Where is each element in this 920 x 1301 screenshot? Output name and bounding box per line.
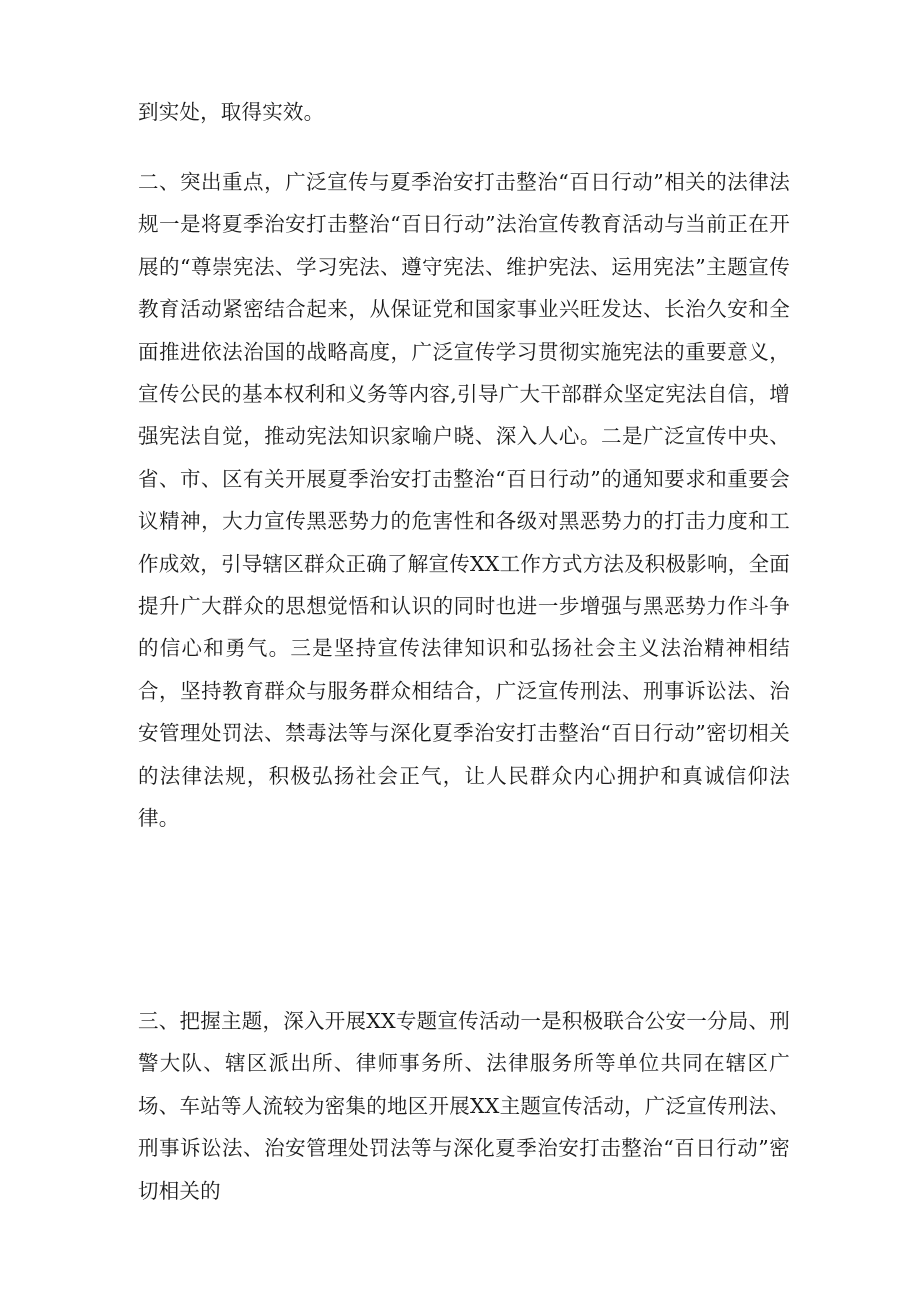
paragraph-section-three: 三、把握主题，深入开展XX专题宣传活动一是积极联合公安一分局、刑警大队、辖区派出所、律师事务所、法律服务所等单位共同在辖区广场、车站等人流较为密集的地区开展XX主题宣传活动，广泛宣传刑法、刑事诉讼法、治安管理处罚法等与深化夏季治安打击整治“百日行动”密切相关的 — [138, 1009, 790, 1203]
paragraph-continuation: 到实处，取得实效。 — [138, 100, 325, 124]
paragraph-section-two: 二、突出重点，广泛宣传与夏季治安打击整治“百日行动”相关的法律法规一是将夏季治安打击整治“百日行动”法治宣传教育活动与当前正在开展的“尊崇宪法、学习宪法、遵守宪法、维护宪法、运用宪法”主题宣传教育活动紧密结合起来，从保证党和国家事业兴旺发达、长治久安和全面推进依法治国的战略高度，广泛宣传学习贯彻实施宪法的重要意义，宣传公民的基本权利和义务等内容,引导广大干部群众坚定宪法自信，增强宪法自觉，推动宪法知识家喻户晓、深入人心。二是广泛宣传中央、省、市、区有关开展夏季治安打击整治“百日行动”的通知要求和重要会议精神，大力宣传黑恶势力的危害性和各级对黑恶势力的打击力度和工作成效，引导辖区群众正确了解宣传XX工作方式方法及积极影响，全面提升广大群众的思想觉悟和认识的同时也进一步增强与黑恶势力作斗争的信心和勇气。三是坚持宣传法律知识和弘扬社会主义法治精神相结合，坚持教育群众与服务群众相结合，广泛宣传刑法、刑事诉讼法、治安管理处罚法、禁毒法等与深化夏季治安打击整治“百日行动”密切相关的法律法规，积极弘扬社会正气，让人民群众内心拥护和真诚信仰法律。 — [138, 170, 790, 831]
